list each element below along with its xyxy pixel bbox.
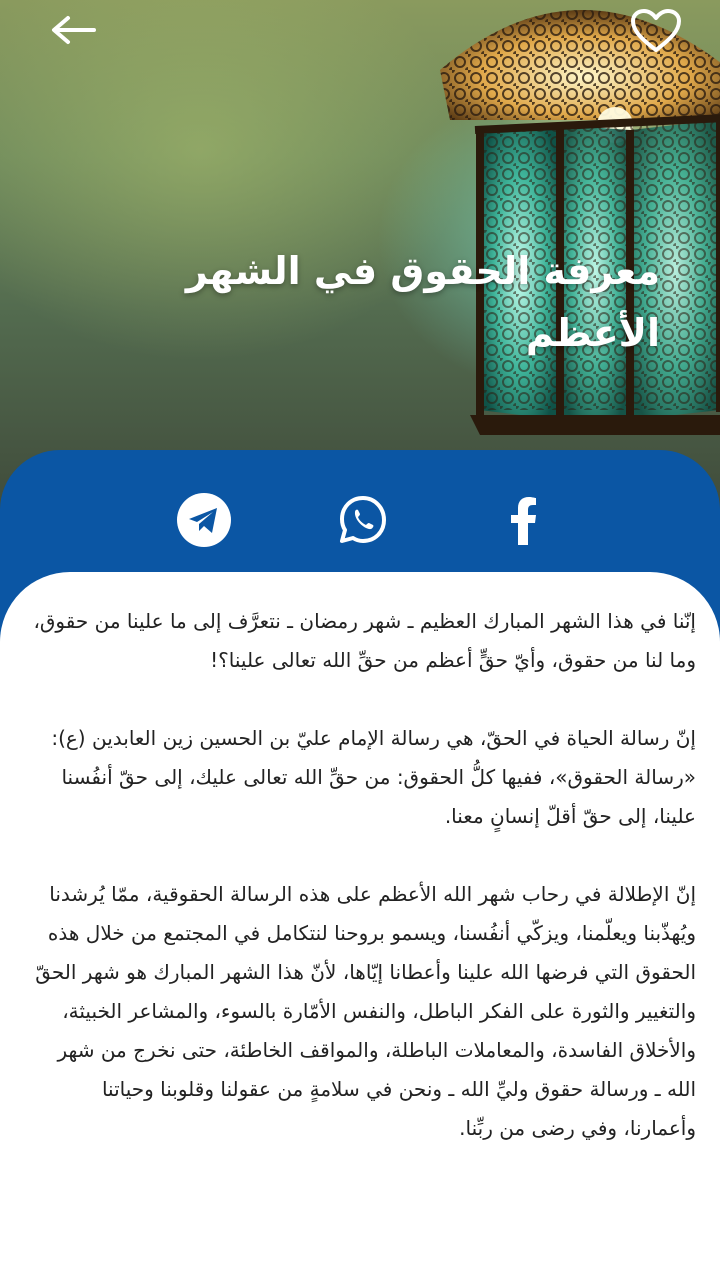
lantern-image (420, 0, 720, 460)
article-body (24, 602, 696, 1187)
article-paragraph: إنّ رسالة الحياة في الحقّ، هي رسالة الإمام عليّ بن الحسين زين العابدين (ع): «رسالة الحقوق»، ففيها كلُّ الحقوق: من حقِّ الله تعالى عليك، إلى حقّ أنفُسنا علينا، إلى حقّ أقلّ إنسانٍ معنا. (51, 726, 696, 828)
facebook-icon (503, 495, 543, 545)
favorite-button[interactable] (625, 4, 687, 58)
whatsapp-share-button[interactable] (333, 490, 393, 550)
page-title: معرفة الحقوق في الشهر الأعظم (185, 249, 660, 355)
heart-outline-icon (630, 8, 682, 54)
facebook-share-button[interactable] (493, 490, 553, 550)
article-paragraph: إنّ الإطلالة في رحاب شهر الله الأعظم على هذه الرسالة الحقوقية، ممّا يُرشدنا ويُهذّبنا ويعلّمنا، ويزكّي أنفُسنا، ويسمو بروحنا لنتكامل في المجتمع من خلال هذه الحقوق التي فرضها الله علينا وأعطانا إيّاها، لأنّ هذا الشهر المبارك هو شهر الحقّ والتغيير والثورة على الفكر الباطل، والنفس الأمّارة بالسوء، والمشاعر الخبيثة، والأخلاق الفاسدة، والمعاملات الباطلة، والمواقف الخاطئة، حتى نخرج من شهر الله ـ ورسالة حقوق وليِّ الله ـ ونحن في سلامةٍ من عقولنا وقلوبنا وحياتنا وأعمارنا، وفي رضى من ربِّنا. (35, 882, 696, 1140)
scroll-fade (0, 1190, 720, 1280)
back-button[interactable] (40, 8, 106, 52)
arrow-left-icon (50, 15, 96, 45)
telegram-icon (176, 492, 232, 548)
article-content (0, 572, 720, 1280)
whatsapp-icon (335, 492, 391, 548)
hero-image (0, 0, 720, 520)
telegram-share-button[interactable] (174, 490, 234, 550)
article-paragraph: إنّنا في هذا الشهر المبارك العظيم ـ شهر رمضان ـ نتعرَّف إلى ما علينا من حقوق، وما لنا من حقوق، وأيّ حقٍّ أعظم من حقِّ الله تعالى علينا؟! (33, 609, 696, 672)
